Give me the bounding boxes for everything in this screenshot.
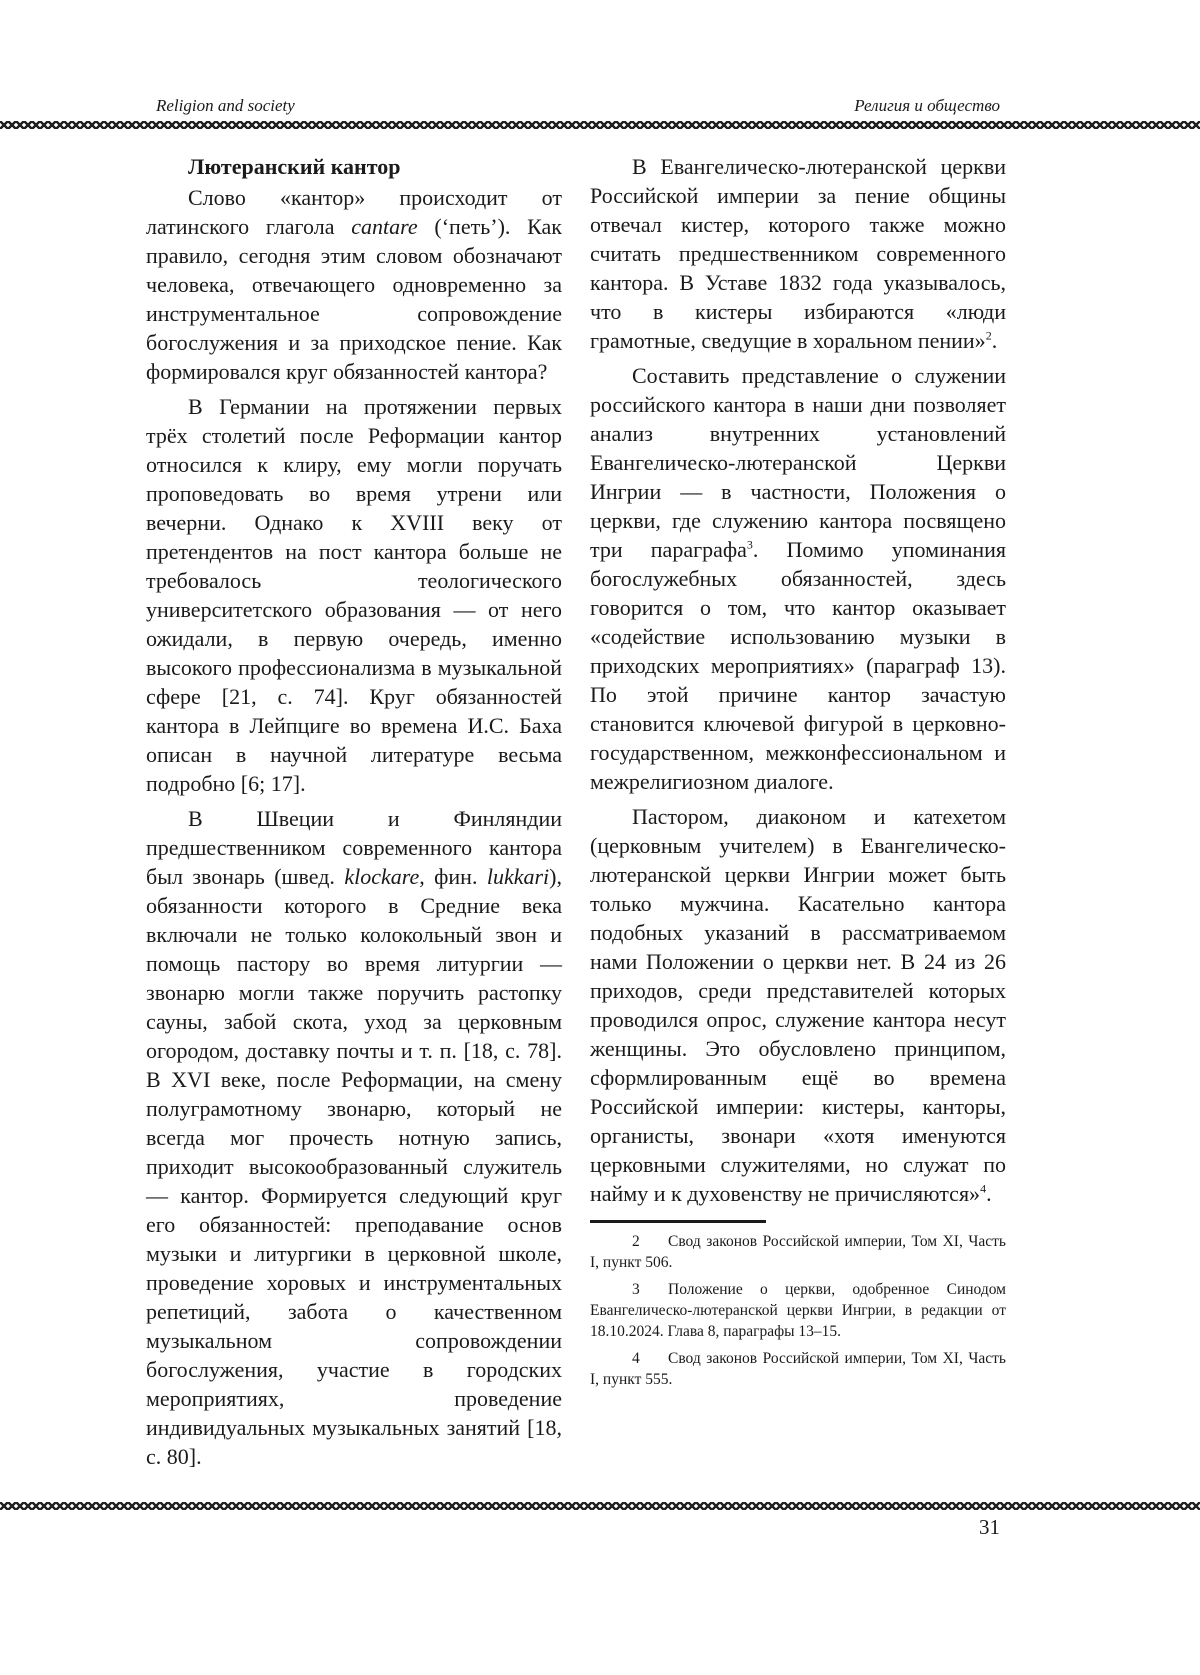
footnote xyxy=(590,1231,1006,1273)
footnote-separator xyxy=(590,1220,766,1223)
footnote-text: Свод законов Российской империи, Том XI, Часть I, пункт 555. xyxy=(590,1350,1006,1388)
paragraph xyxy=(590,802,1006,1208)
paragraph xyxy=(146,183,562,386)
footnote-number: 4 xyxy=(632,1350,640,1367)
text-run: . Помимо упоминания богослужебных обязанностей, здесь говорится о том, что кантор оказывает «содействие использованию музыки в приходских мероприятиях» (параграф 13). По этой причине кантор зачастую становится ключевой фигурой в церковно-государственном, межконфессиональном и межрелигиозном диалоге. xyxy=(590,537,1006,794)
text-run: . xyxy=(986,1181,992,1206)
running-head-left: Religion and society xyxy=(156,96,295,115)
left-column xyxy=(146,152,562,1477)
text-run: Составить представление о служении российского кантора в наши дни позволяет анализ внутренних установлений Евангелическо-лютеранской Церкви Ингрии — в частности, Положения о церкви, где служению кантора посвящено три параграфа xyxy=(590,363,1006,562)
text-run: В Швеции и Финляндии предшественником современного кантора был звонарь (швед. xyxy=(146,806,562,889)
running-head-right: Религия и общество xyxy=(854,96,1000,115)
footnote-number: 3 xyxy=(632,1281,640,1298)
footnote-ref[interactable]: 2 xyxy=(985,328,992,343)
text-run: , фин. xyxy=(419,864,487,889)
text-run: (‘петь’). Как правило, сегодня этим словом обозначают человека, отвечающего одновременно за инструментальное сопровождение богослужения и за приходское пение. Как формировался круг обязанностей кантора? xyxy=(146,214,562,384)
footnote-ref[interactable]: 3 xyxy=(746,537,753,552)
page-number: 31 xyxy=(979,1515,1000,1539)
paragraph xyxy=(146,804,562,1471)
footnote-text: Положение о церкви, одобренное Синодом Евангелическо-лютеранской церкви Ингрии, в редакции от 18.10.2024. Глава 8, параграфы 13–15. xyxy=(590,1281,1006,1340)
paragraph: В Германии на протяжении первых трёх столетий после Реформации кантор относился к клиру, ему могли поручать проповедовать во время утрени или вечерни. Однако к XVIII веку от претендентов на пост кантора больше не требовалось теологического университетского образования — от него ожидали, в первую очередь, именно высокого профессионализма в музыкальной сфере [21, с. 74]. Круг обязанностей кантора в Лейпциге во времена И.С. Баха описан в научной литературе весьма подробно [6; 17]. xyxy=(146,394,562,796)
text-run: . xyxy=(991,328,998,353)
right-column xyxy=(590,152,1006,1396)
section-heading: Лютеранский кантор xyxy=(188,154,401,179)
latin-term: cantare xyxy=(351,214,418,239)
footnote xyxy=(590,1279,1006,1342)
footnote-text: Свод законов Российской империи, Том XI, Часть I, пункт 506. xyxy=(590,1233,1006,1271)
text-run: ), обязанности которого в Средние века включали не только колокольный звон и помощь пастору во время литургии — звонарю могли также поручить растопку сауны, забой скота, уход за церковным огородом, доставку почты и т. п. [18, с. 78]. В XVI веке, после Реформации, на смену полуграмотному звонарю, который не всегда мог прочесть нотную запись, приходит высокообразованный служитель — кантор. Формируется следующий круг его обязанностей: преподавание основ музыки и литургики в церковной школе, проведение хоровых и инструментальных репетиций, забота о качественном музыкальном сопровождении богослужения, участие в городских мероприятиях, проведение индивидуальных музыкальных занятий [18, с. 80]. xyxy=(146,864,562,1469)
top-ornamental-rule xyxy=(0,120,1200,130)
finnish-term: lukkari xyxy=(486,864,550,889)
text-run: Слово «кантор» происходит от латинского глагола xyxy=(146,185,562,239)
footnote xyxy=(590,1348,1006,1390)
swedish-term: klockare xyxy=(344,864,420,889)
text-run: Пастором, диаконом и катехетом (церковным учителем) в Евангелическо-лютеранской церкви Ингрии может быть только мужчина. Касательно кантора подобных указаний в рассматриваемом нами Положении о церкви нет. В 24 из 26 приходов, среди представителей которых проводился опрос, служение кантора несут женщины. Это обусловлено принципом, сформлированным ещё во времена Российской империи: кистеры, канторы, органисты, звонари «хотя именуются церковными служителями, но служат по найму и к духовенству не причисляются» xyxy=(590,804,1006,1206)
footnote-number: 2 xyxy=(632,1233,640,1250)
paragraph xyxy=(590,152,1006,355)
running-head xyxy=(156,96,1000,122)
bottom-ornamental-rule xyxy=(0,1501,1200,1511)
paragraph xyxy=(590,361,1006,796)
text-run: В Евангелическо-лютеранской церкви Российской империи за пение общины отвечал кистер, которого также можно считать предшественником современного кантора. В Уставе 1832 года указывалось, что в кистеры избираются «люди грамотные, сведущие в хоральном пении» xyxy=(590,154,1006,353)
footnote-ref[interactable]: 4 xyxy=(980,1181,987,1196)
